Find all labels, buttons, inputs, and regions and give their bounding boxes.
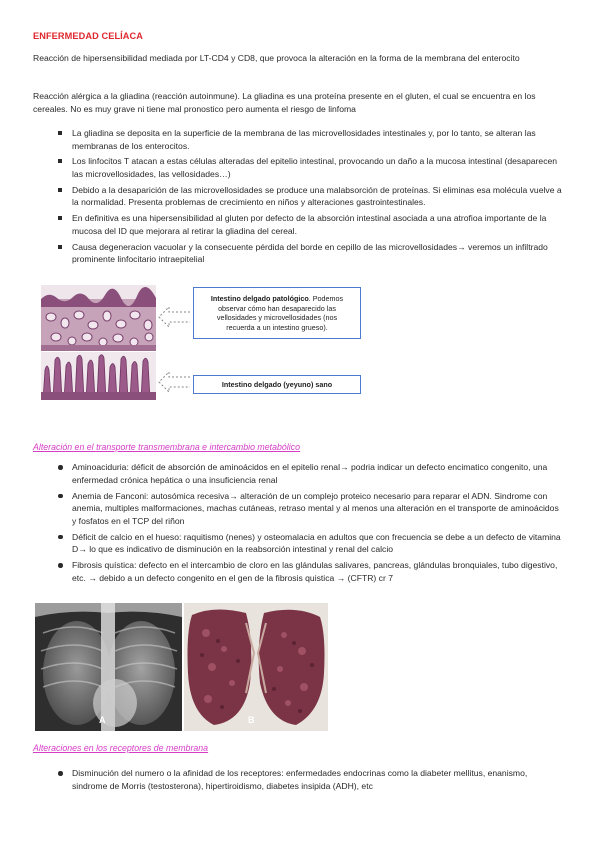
dot-bullet-icon — [58, 535, 63, 540]
dot-bullet-icon — [58, 563, 63, 568]
figure-label-a: A — [99, 715, 106, 725]
list-item: Causa degeneracion vacuolar y la consecuente pérdida del borde en cepillo de las microvellosidades→ veremos un infiltrado prominente linfocitario intraepitelial — [58, 241, 563, 266]
square-bullet-icon — [58, 131, 62, 135]
dashed-arrow-icon — [157, 371, 191, 393]
list-item: Los linfocitos T atacan a estas células alteradas del epitelio intestinal, provocando un daño a la mucosa intestinal (desaparecen las microvellosidades, las vellosidades…) — [58, 155, 563, 180]
page-title: ENFERMEDAD CELÍACA — [33, 31, 144, 41]
transport-bullet-list — [58, 461, 563, 588]
square-bullet-icon — [58, 216, 62, 220]
list-item: Déficit de calcio en el hueso: raquitismo (nenes) y osteomalacia en adultos que con frecuencia se debe a un defecto de vitamina D→ lo que es indicativo de disminución en la reabsorción intestinal y renal del calcio — [58, 531, 563, 556]
lung-specimen-image — [184, 603, 328, 731]
list-item: Anemia de Fanconi: autosómica recesiva→ alteración de un complejo proteico necesario para reparar el ADN. Sindrome con anemia, multiples malformaciones, machas cutáneas, retraso mental y al menos una alteración en el transporte de aminoácidos y fosfatos en el TCP del riñon — [58, 490, 563, 528]
histology-healthy-image — [41, 352, 156, 400]
list-item: Aminoaciduria: déficit de absorción de aminoácidos en el epitelio renal→ podria indicar un defecto encimatico congenito, una enfermedad crónica hepática o una insuficiencia renal — [58, 461, 563, 486]
callout-pathologic-intestine: Intestino delgado patológico. Podemos observar cómo han desaparecido las vellosidades y microvellosidades (nos recuerda a un intestino grueso). — [193, 287, 361, 339]
list-item: Debido a la desaparición de las microvellosidades se produce una malabsorción de proteínas. Si eliminas esa molécula vuelve a la normalidad. Presenta problemas de crecimiento en niños y alteraciones gastrointestinales. — [58, 184, 563, 209]
list-item: Disminución del numero o la afinidad de los receptores: enfermedades endocrinas como la diabeter mellitus, enanismo, sindrome de Morris (testosterona), hipertiroidismo, diabetes insipida (ADH), etc — [58, 767, 563, 792]
list-item: Fibrosis quística: defecto en el intercambio de cloro en las glándulas salivares, pancreas, glándulas bronquiales, tubo digestivo, etc. → debido a un defecto congenito en el gen de la fibrosis quistica → (CFTR) cr 7 — [58, 559, 563, 584]
receptors-bullet-list — [58, 767, 563, 796]
dot-bullet-icon — [58, 771, 63, 776]
section-heading-receptors: Alteraciones en los receptores de membrana — [33, 743, 209, 753]
callout-healthy-intestine: Intestino delgado (yeyuno) sano — [193, 375, 361, 394]
square-bullet-icon — [58, 159, 62, 163]
dot-bullet-icon — [58, 465, 63, 470]
figure-label-b: B — [248, 715, 255, 725]
list-item: En definitiva es una hipersensibilidad al gluten por defecto de la absorción intestinal asociada a una atrofioa importante de la mucosa del ID que mejorara al retirar la gliadina del cereal. — [58, 212, 563, 237]
chest-xray-image — [35, 603, 182, 731]
dashed-arrow-icon — [157, 306, 191, 328]
list-item: La gliadina se deposita en la superficie de la membrana de las microvellosidades intestinales y, por lo tanto, se alteran las membranas de los enterocitos. — [58, 127, 563, 152]
square-bullet-icon — [58, 245, 62, 249]
intro-paragraph-2: Reacción alérgica a la gliadina (reacción autoinmune). La gliadina es una proteína presente en el gluten, el cual se encuentra en los cereales. No es muy grave ni tiene mal pronostico pero aumenta el riesgo de linfoma — [33, 91, 536, 114]
histology-pathologic-image — [41, 285, 156, 351]
intro-paragraph-1: Reacción de hipersensibilidad mediada por LT-CD4 y CD8, que provoca la alteración en la forma de la membrana del enterocito — [33, 53, 520, 63]
dot-bullet-icon — [58, 494, 63, 499]
square-bullet-icon — [58, 188, 62, 192]
celiac-bullet-list — [58, 127, 563, 269]
section-heading-transport: Alteración en el transporte transmembrana e intercambio metabólico — [33, 442, 300, 452]
